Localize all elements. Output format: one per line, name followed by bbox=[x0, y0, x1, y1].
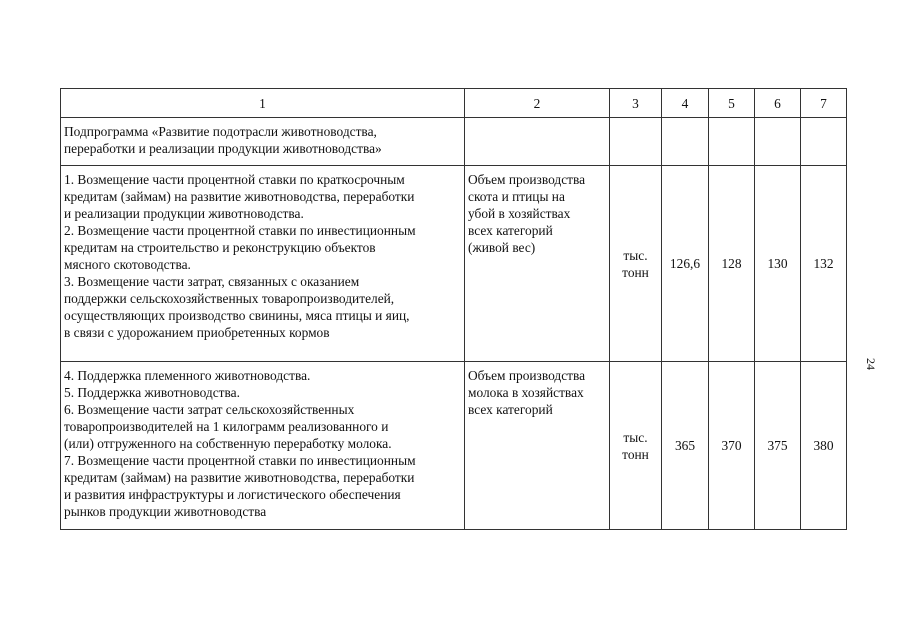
value-cell: 128 bbox=[709, 166, 755, 362]
header-cell-2: 2 bbox=[465, 89, 610, 118]
page-number: 24 bbox=[864, 358, 878, 370]
unit-line: тонн bbox=[622, 264, 649, 280]
measure-line: в связи с удорожанием приобретенных кормов bbox=[64, 325, 330, 340]
indicator-line: молока в хозяйствах bbox=[468, 385, 584, 400]
measures-cell bbox=[61, 166, 465, 362]
indicator-line: убой в хозяйствах bbox=[468, 206, 571, 221]
subprogram-line: переработки и реализации продукции животноводства» bbox=[64, 141, 382, 156]
indicator-cell bbox=[465, 362, 610, 530]
indicator-line: (живой вес) bbox=[468, 240, 536, 255]
indicator-line: Объем производства bbox=[468, 368, 586, 383]
indicator-line: скота и птицы на bbox=[468, 189, 565, 204]
measure-line: (или) отгруженного на собственную переработку молока. bbox=[64, 436, 392, 451]
value-cell: 130 bbox=[755, 166, 801, 362]
header-cell-3: 3 bbox=[610, 89, 662, 118]
unit-line: тонн bbox=[622, 446, 649, 462]
unit-line: тыс. bbox=[623, 247, 648, 263]
unit-line: тыс. bbox=[623, 429, 648, 445]
measure-line: 7. Возмещение части процентной ставки по инвестиционным bbox=[64, 453, 416, 468]
value-cell: 370 bbox=[709, 362, 755, 530]
value-cell: 132 bbox=[801, 166, 847, 362]
measure-line: товаропроизводителей на 1 килограмм реализованного и bbox=[64, 419, 389, 434]
indicator-line: всех категорий bbox=[468, 223, 553, 238]
empty-cell bbox=[662, 118, 709, 166]
subprogram-line: Подпрограмма «Развитие подотрасли животноводства, bbox=[64, 124, 377, 139]
empty-cell bbox=[465, 118, 610, 166]
value-cell: 380 bbox=[801, 362, 847, 530]
empty-cell bbox=[755, 118, 801, 166]
header-cell-7: 7 bbox=[801, 89, 847, 118]
measure-line: 2. Возмещение части процентной ставки по инвестиционным bbox=[64, 223, 416, 238]
value-cell: 365 bbox=[662, 362, 709, 530]
measure-line: 1. Возмещение части процентной ставки по краткосрочным bbox=[64, 172, 405, 187]
header-cell-1: 1 bbox=[61, 89, 465, 118]
value-cell: 126,6 bbox=[662, 166, 709, 362]
measure-line: кредитам (займам) на развитие животноводства, переработки bbox=[64, 470, 415, 485]
indicator-line: всех категорий bbox=[468, 402, 553, 417]
measure-line: мясного скотоводства. bbox=[64, 257, 191, 272]
measure-line: и реализации продукции животноводства. bbox=[64, 206, 304, 221]
header-cell-6: 6 bbox=[755, 89, 801, 118]
measure-line: 4. Поддержка племенного животноводства. bbox=[64, 368, 311, 383]
header-row bbox=[61, 89, 847, 118]
measure-line: и развития инфраструктуры и логистического обеспечения bbox=[64, 487, 401, 502]
indicator-line: Объем производства bbox=[468, 172, 586, 187]
table-row bbox=[61, 362, 847, 530]
empty-cell bbox=[610, 118, 662, 166]
measure-line: кредитам на строительство и реконструкцию объектов bbox=[64, 240, 376, 255]
measures-cell bbox=[61, 362, 465, 530]
measure-line: рынков продукции животноводства bbox=[64, 504, 267, 519]
table-row bbox=[61, 166, 847, 362]
header-cell-5: 5 bbox=[709, 89, 755, 118]
measure-line: 3. Возмещение части затрат, связанных с оказанием bbox=[64, 274, 360, 289]
measure-line: осуществляющих производство свинины, мяса птицы и яиц, bbox=[64, 308, 410, 323]
indicator-cell bbox=[465, 166, 610, 362]
measure-line: кредитам (займам) на развитие животноводства, переработки bbox=[64, 189, 415, 204]
indicator-table bbox=[60, 88, 847, 530]
measure-line: 5. Поддержка животноводства. bbox=[64, 385, 240, 400]
value-cell: 375 bbox=[755, 362, 801, 530]
empty-cell bbox=[709, 118, 755, 166]
unit-cell bbox=[610, 362, 662, 530]
subprogram-title bbox=[61, 118, 465, 166]
measure-line: 6. Возмещение части затрат сельскохозяйственных bbox=[64, 402, 355, 417]
subprogram-row bbox=[61, 118, 847, 166]
unit-cell bbox=[610, 166, 662, 362]
empty-cell bbox=[801, 118, 847, 166]
header-cell-4: 4 bbox=[662, 89, 709, 118]
measure-line: поддержки сельскохозяйственных товаропроизводителей, bbox=[64, 291, 395, 306]
